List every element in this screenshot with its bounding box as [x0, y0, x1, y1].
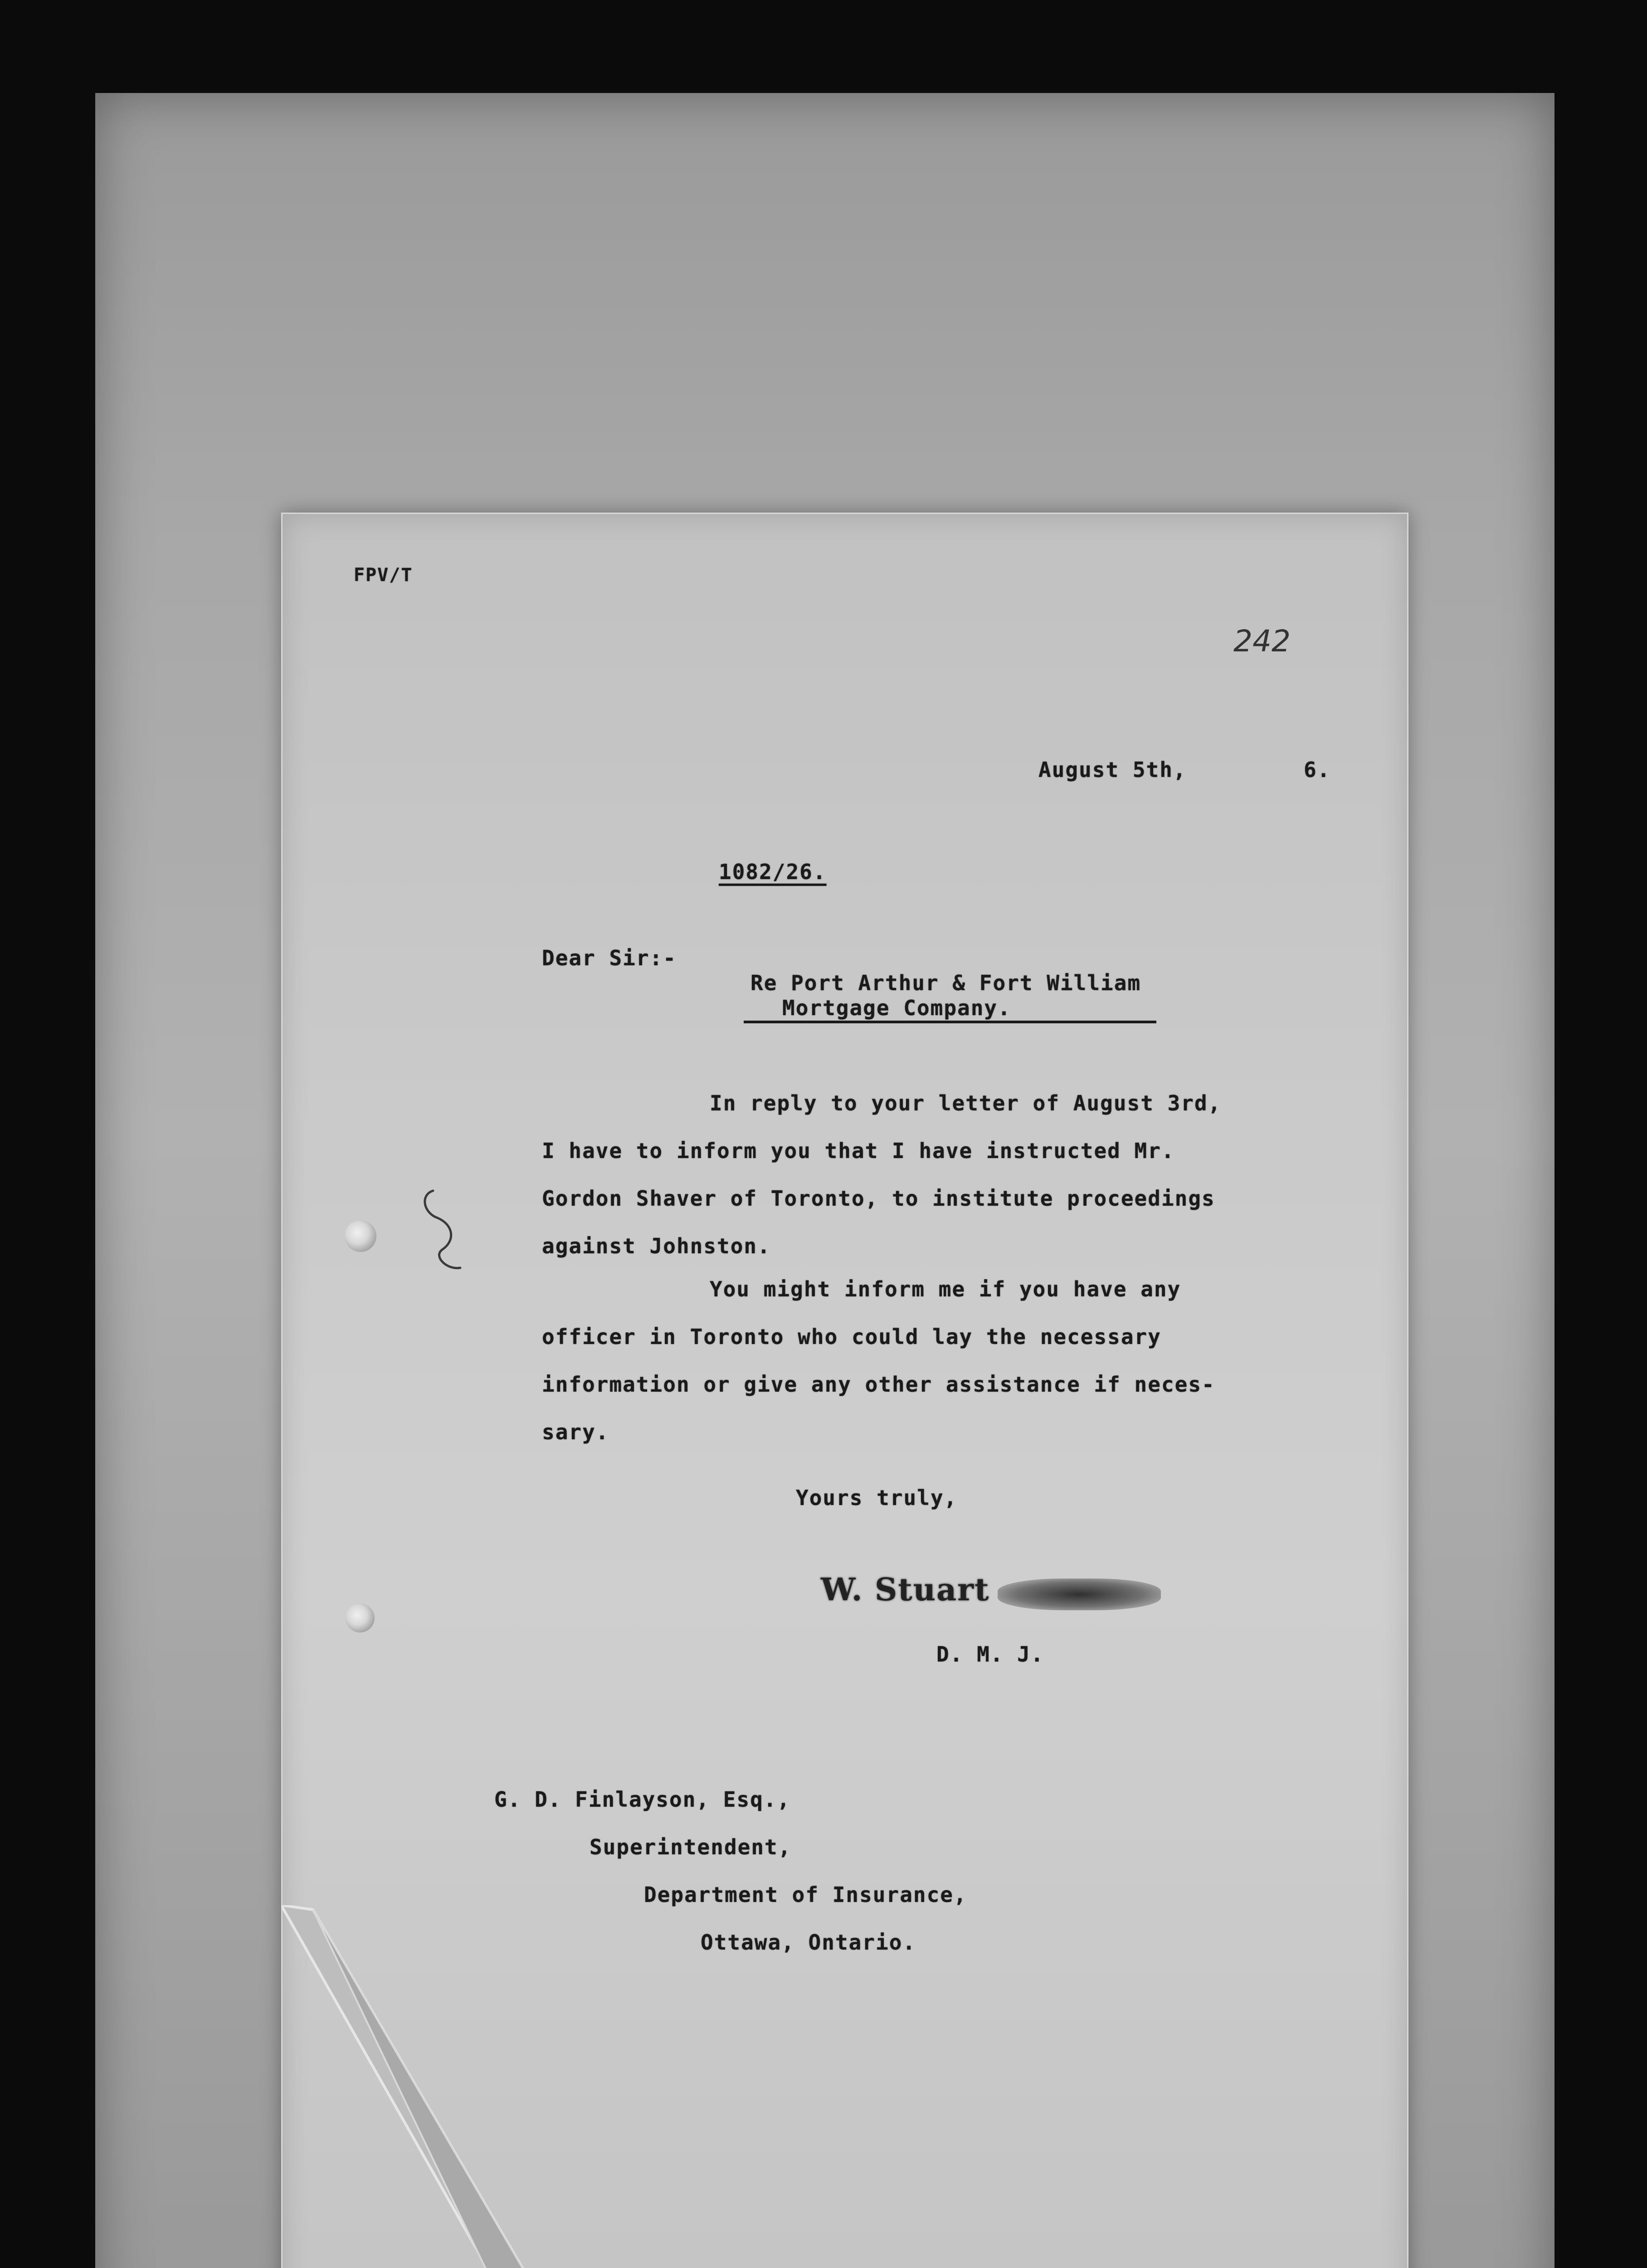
- punch-hole-top: [345, 1220, 376, 1252]
- file-number: 1082/26.: [719, 860, 827, 884]
- subject-line-2: Mortgage Company.: [782, 996, 1011, 1020]
- punch-hole-bottom: [346, 1603, 375, 1633]
- address-line: G. D. Finlayson, Esq.,: [494, 1787, 791, 1812]
- body-line: I have to inform you that I have instructed Mr.: [542, 1139, 1175, 1163]
- signer-title: D. M. J.: [936, 1642, 1044, 1667]
- letter-date: August 5th,: [1038, 758, 1187, 782]
- salutation: Dear Sir:-: [542, 946, 677, 970]
- closing: Yours truly,: [796, 1486, 958, 1510]
- address-line: Ottawa, Ontario.: [701, 1930, 916, 1955]
- body-line: Gordon Shaver of Toronto, to institute proceedings: [542, 1186, 1215, 1211]
- letter-date-year: 6.: [1304, 758, 1331, 782]
- body-line: In reply to your letter of August 3rd,: [710, 1091, 1222, 1115]
- page-number: 242: [1233, 624, 1291, 659]
- subject-underline: [744, 1021, 1156, 1023]
- body-line: officer in Toronto who could lay the necessary: [542, 1325, 1161, 1349]
- body-line: sary.: [542, 1420, 609, 1444]
- body-line: You might inform me if you have any: [710, 1277, 1181, 1301]
- address-line: Superintendent,: [590, 1835, 792, 1859]
- subject-line-1: Re Port Arthur & Fort William: [750, 971, 1141, 995]
- address-line: Department of Insurance,: [644, 1882, 967, 1907]
- body-line: against Johnston.: [542, 1234, 771, 1258]
- typist-initials: FPV/T: [354, 565, 413, 586]
- signature: W. Stuart: [821, 1572, 990, 1608]
- pencil-mark: [410, 1186, 474, 1277]
- signature-smudge: [998, 1579, 1161, 1610]
- body-line: information or give any other assistance if neces-: [542, 1372, 1215, 1397]
